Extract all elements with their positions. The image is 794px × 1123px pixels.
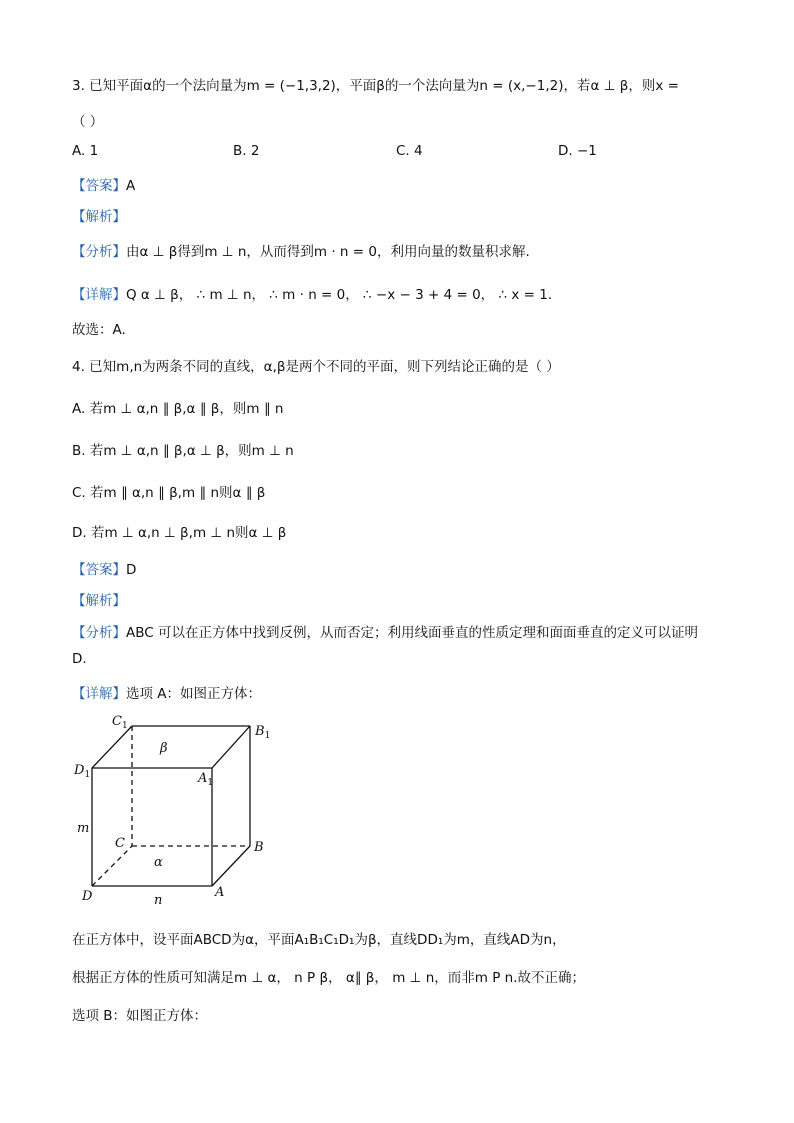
q3-fenxi-text: 由α ⊥ β得到m ⊥ n，从而得到m · n = 0，利用向量的数量积求解. — [126, 244, 530, 260]
q4-xiangjie-label: 【详解】 — [72, 686, 126, 702]
label-a: A — [215, 885, 225, 900]
q3-answer: A — [126, 178, 136, 194]
q3-option-a: A. 1 — [72, 143, 99, 159]
q3-stem: 3. 已知平面α的一个法向量为m = (−1,3,2)，平面β的一个法向量为n = (x,−1,2)，若α ⊥ β，则x = — [72, 78, 679, 94]
q4-option-b-intro: 选项 B：如图正方体： — [72, 1008, 208, 1024]
q3-xiangjie-label: 【详解】 — [72, 287, 126, 303]
q3-answer-line — [72, 174, 135, 194]
label-b1: $B_1$ — [255, 724, 271, 741]
label-alpha: α — [154, 855, 163, 870]
q4-para2: 根据正方体的性质可知满足m ⊥ α， n P β， α∥ β， m ⊥ n，而非m P n.故不正确； — [72, 970, 585, 986]
q4-option-c: C. 若m ∥ α,n ∥ β,m ∥ n则α ∥ β — [72, 485, 266, 501]
label-beta: β — [160, 741, 168, 756]
q4-para1: 在正方体中，设平面ABCD为α，平面A₁B₁C₁D₁为β，直线DD₁为m，直线AD为n， — [72, 932, 566, 948]
q3-paren: （ ） — [72, 114, 104, 130]
label-a1: $A_1$ — [198, 771, 214, 788]
q4-analysis-tag: 【解析】 — [72, 593, 126, 609]
q3-fenxi-line — [72, 240, 530, 260]
q4-option-b: B. 若m ⊥ α,n ∥ β,α ⊥ β，则m ⊥ n — [72, 443, 294, 459]
q4-option-a: A. 若m ⊥ α,n ∥ β,α ∥ β，则m ∥ n — [72, 401, 284, 417]
q4-stem: 4. 已知m,n为两条不同的直线，α,β是两个不同的平面，则下列结论正确的是（ ） — [72, 359, 560, 375]
q4-answer-line — [72, 558, 136, 578]
q3-option-c: C. 4 — [396, 143, 423, 159]
label-m: m — [77, 821, 90, 836]
q4-analysis-label — [72, 589, 126, 609]
q3-answer-label: 【答案】 — [72, 178, 126, 194]
label-n: n — [154, 893, 163, 908]
q4-option-d: D. 若m ⊥ α,n ⊥ β,m ⊥ n则α ⊥ β — [72, 525, 287, 541]
q4-fenxi-line — [72, 621, 698, 641]
q4-fenxi-line2: D. — [72, 651, 87, 667]
q3-analysis-label — [72, 205, 126, 225]
q4-xiangjie-intro: 选项 A：如图正方体： — [126, 686, 262, 702]
q4-xiangjie-line — [72, 682, 261, 702]
edge-d-c-hidden — [92, 846, 132, 886]
label-c1: $C_1$ — [112, 714, 128, 731]
edge-a1-b1 — [212, 726, 250, 768]
q3-xiangjie-text: Q α ⊥ β， ∴ m ⊥ n， ∴ m · n = 0， ∴ −x − 3 + 4 = 0， ∴ x = 1. — [126, 287, 553, 303]
label-b: B — [254, 840, 264, 855]
q4-answer-label: 【答案】 — [72, 562, 126, 578]
edge-d1-c1 — [92, 726, 132, 768]
q3-analysis-tag: 【解析】 — [72, 209, 126, 225]
q3-fenxi-label: 【分析】 — [72, 244, 126, 260]
q3-choose: 故选：A. — [72, 322, 126, 338]
q3-option-d: D. −1 — [558, 143, 597, 159]
q4-fenxi-label: 【分析】 — [72, 625, 126, 641]
q4-answer: D — [126, 562, 137, 578]
label-c: C — [115, 836, 125, 851]
cube-figure — [72, 708, 282, 908]
label-d: D — [82, 889, 93, 904]
q3-option-b: B. 2 — [233, 143, 260, 159]
q3-xiangjie-line — [72, 283, 552, 303]
label-d1: $D_1$ — [74, 763, 91, 780]
q4-fenxi-text: ABC 可以在正方体中找到反例，从而否定；利用线面垂直的性质定理和面面垂直的定义可以证明 — [126, 625, 698, 641]
edge-a-b — [212, 846, 250, 886]
